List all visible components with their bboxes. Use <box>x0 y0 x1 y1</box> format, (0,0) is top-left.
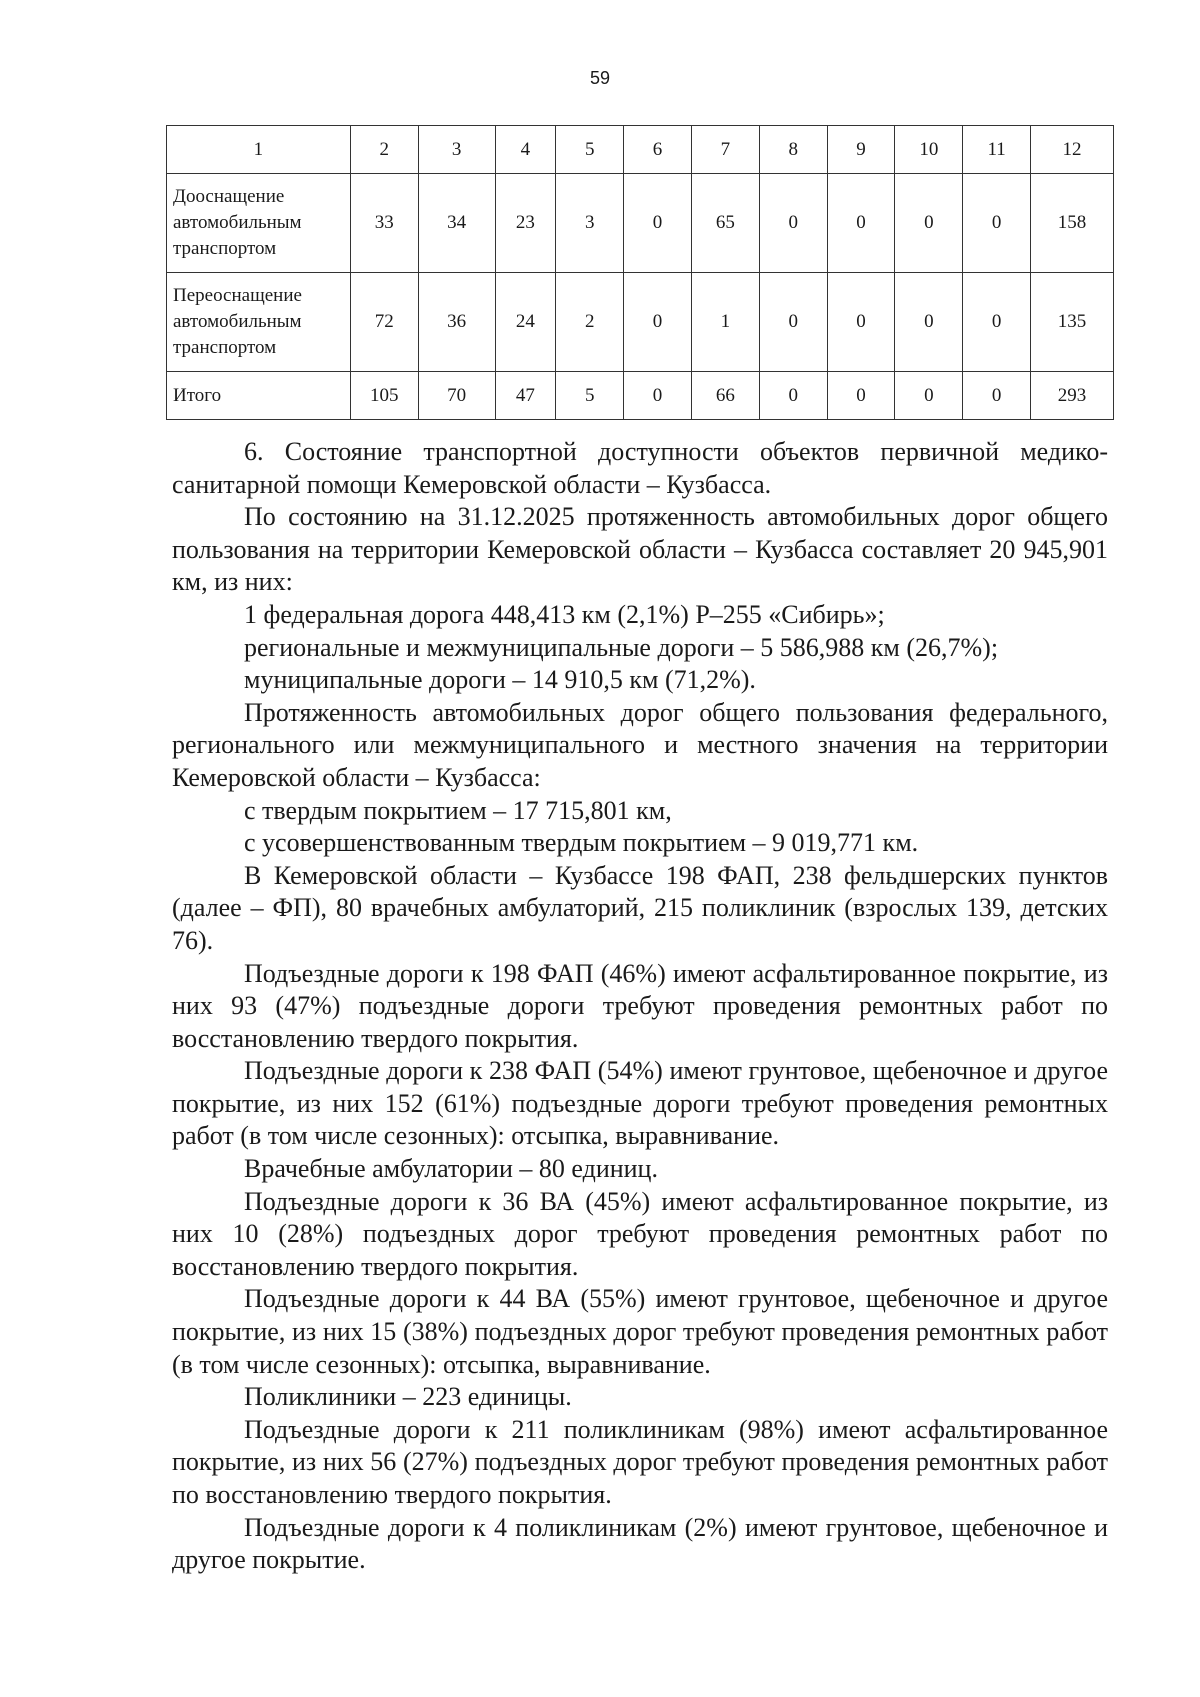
table-cell: 135 <box>1031 273 1114 372</box>
paragraph: Врачебные амбулатории – 80 единиц. <box>244 1154 658 1184</box>
table-cell: 1 <box>691 273 759 372</box>
table-cell: 0 <box>895 372 963 420</box>
table-cell: 33 <box>350 174 418 273</box>
table-cell: 23 <box>495 174 556 273</box>
column-header: 3 <box>418 126 495 174</box>
table-cell: 0 <box>827 273 895 372</box>
row-label <box>167 372 351 420</box>
table-cell: 0 <box>624 372 692 420</box>
row-label-line: транспортом <box>173 238 277 259</box>
column-header: 10 <box>895 126 963 174</box>
paragraph: Подъездные дороги к 198 ФАП (46%) имеют асфальтированное покрытие, из них 93 (47%) подъездные дороги требуют проведения ремонтных работ по восстановлению твердого покрытия. <box>172 958 1108 1053</box>
row-label-line: Итого <box>173 384 222 406</box>
row-label-line: транспортом <box>173 337 277 358</box>
data-table <box>166 125 1114 420</box>
table-row <box>167 174 1114 273</box>
column-header: 12 <box>1031 126 1114 174</box>
table-total-row <box>167 372 1114 420</box>
table-cell: 47 <box>495 372 556 420</box>
paragraph: Поликлиники – 223 единицы. <box>244 1382 572 1412</box>
row-label-line: Дооснащение <box>173 186 285 207</box>
table-cell: 3 <box>556 174 624 273</box>
table-cell: 0 <box>895 174 963 273</box>
table-cell: 66 <box>691 372 759 420</box>
table-cell: 2 <box>556 273 624 372</box>
list-item: муниципальные дороги – 14 910,5 км (71,2%). <box>244 665 756 695</box>
document-body <box>172 436 1108 1577</box>
table-cell: 0 <box>759 273 827 372</box>
column-header: 11 <box>963 126 1031 174</box>
table-cell: 105 <box>350 372 418 420</box>
column-header: 4 <box>495 126 556 174</box>
table-row <box>167 273 1114 372</box>
row-label <box>167 273 351 372</box>
list-item: 1 федеральная дорога 448,413 км (2,1%) Р–255 «Сибирь»; <box>244 599 885 629</box>
table-cell: 0 <box>759 372 827 420</box>
list-item: с усовершенствованным твердым покрытием – 9 019,771 км. <box>244 828 919 858</box>
paragraph: Протяженность автомобильных дорог общего пользования федерального, регионального или межмуниципального и местного значения на территории Кемеровской области – Кузбасса: <box>172 697 1108 792</box>
table-header-row <box>167 126 1114 174</box>
paragraph: Подъездные дороги к 238 ФАП (54%) имеют грунтовое, щебеночное и другое покрытие, из них 152 (61%) подъездные дороги требуют проведения ремонтных работ (в том числе сезонных): отсыпка, выравнивание. <box>172 1056 1108 1151</box>
row-label-line: Переоснащение <box>173 285 302 306</box>
table-cell: 65 <box>691 174 759 273</box>
paragraph: Подъездные дороги к 36 ВА (45%) имеют асфальтированное покрытие, из них 10 (28%) подъездных дорог требуют проведения ремонтных работ по восстановлению твердого покрытия. <box>172 1186 1108 1281</box>
table-cell: 36 <box>418 273 495 372</box>
column-header: 7 <box>691 126 759 174</box>
row-label-line: автомобильным <box>173 311 302 332</box>
table-cell: 0 <box>624 273 692 372</box>
table-cell: 293 <box>1031 372 1114 420</box>
list-item: региональные и межмуниципальные дороги – 5 586,988 км (26,7%); <box>244 632 999 662</box>
table-cell: 0 <box>895 273 963 372</box>
table-cell: 0 <box>624 174 692 273</box>
table-cell: 0 <box>759 174 827 273</box>
table-cell: 0 <box>963 174 1031 273</box>
page-number: 59 <box>589 68 611 88</box>
paragraph: Подъездные дороги к 4 поликлиникам (2%) имеют грунтовое, щебеночное и другое покрытие. <box>172 1512 1108 1575</box>
column-header: 1 <box>167 126 351 174</box>
column-header: 5 <box>556 126 624 174</box>
column-header: 6 <box>624 126 692 174</box>
table-cell: 158 <box>1031 174 1114 273</box>
table-cell: 24 <box>495 273 556 372</box>
column-header: 8 <box>759 126 827 174</box>
table-cell: 72 <box>350 273 418 372</box>
table-cell: 0 <box>827 372 895 420</box>
list-item: с твердым покрытием – 17 715,801 км, <box>244 795 672 825</box>
table-cell: 0 <box>963 273 1031 372</box>
table-cell: 70 <box>418 372 495 420</box>
table-cell: 0 <box>827 174 895 273</box>
column-header: 2 <box>350 126 418 174</box>
paragraph: Подъездные дороги к 211 поликлиникам (98%) имеют асфальтированное покрытие, из них 56 (27%) подъездных дорог требуют проведения ремонтных работ по восстановлению твердого покрытия. <box>172 1414 1108 1509</box>
section-heading: 6. Состояние транспортной доступности объектов первичной медико-санитарной помощи Кемеровской области – Кузбасса. <box>172 437 1108 499</box>
table-cell: 0 <box>963 372 1031 420</box>
table-cell: 5 <box>556 372 624 420</box>
row-label-line: автомобильным <box>173 212 302 233</box>
paragraph: По состоянию на 31.12.2025 протяженность автомобильных дорог общего пользования на территории Кемеровской области – Кузбасса составляет 20 945,901 км, из них: <box>172 502 1108 597</box>
row-label <box>167 174 351 273</box>
table-cell: 34 <box>418 174 495 273</box>
paragraph: Подъездные дороги к 44 ВА (55%) имеют грунтовое, щебеночное и другое покрытие, из них 15 (38%) подъездных дорог требуют проведения ремонтных работ (в том числе сезонных): отсыпка, выравнивание. <box>172 1284 1108 1379</box>
paragraph: В Кемеровской области – Кузбассе 198 ФАП, 238 фельдшерских пунктов (далее – ФП), 80 врачебных амбулаторий, 215 поликлиник (взрослых 139, детских 76). <box>172 860 1108 955</box>
column-header: 9 <box>827 126 895 174</box>
